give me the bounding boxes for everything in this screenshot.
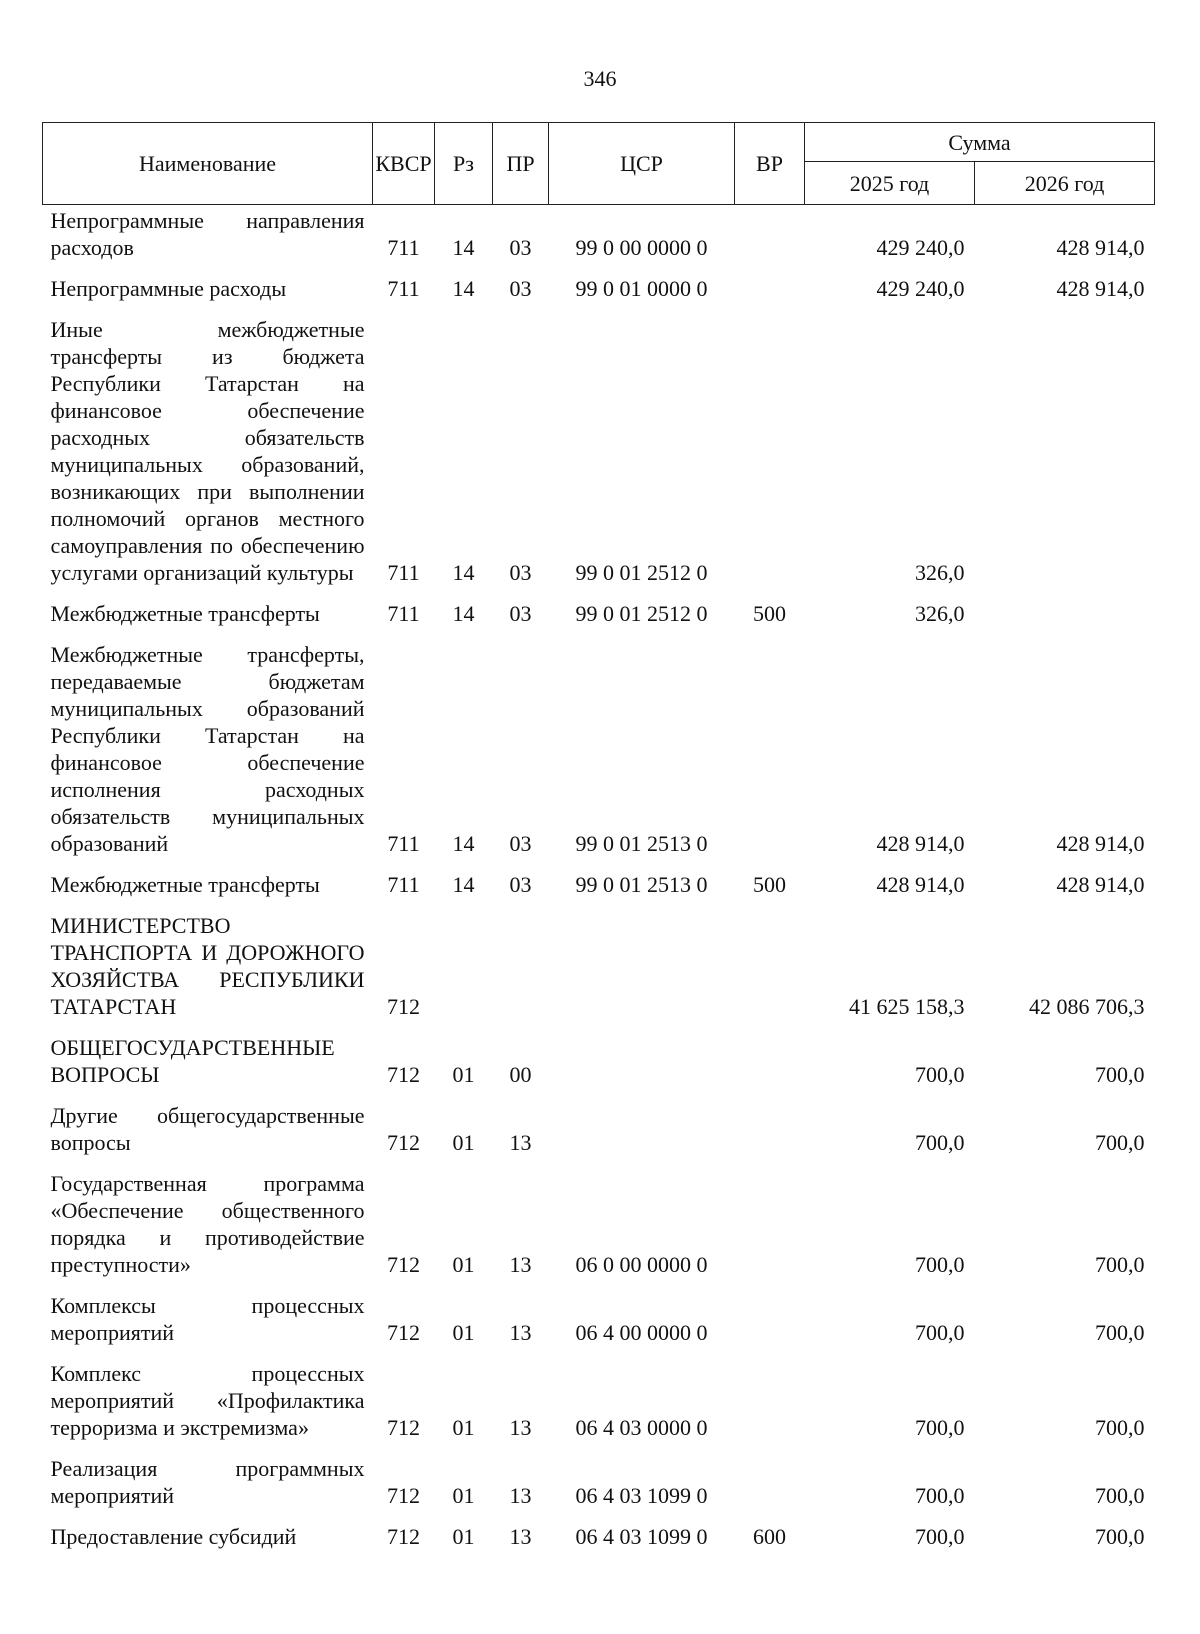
row-amount-2026: 42 086 706,3 bbox=[1029, 994, 1145, 1019]
table-row bbox=[43, 635, 1155, 865]
row-amount-2025: 428 914,0 bbox=[876, 831, 965, 856]
row-rz: 01 bbox=[452, 1483, 475, 1508]
table-row bbox=[43, 1164, 1155, 1286]
header-name: Наименование bbox=[43, 123, 373, 205]
row-name: Иные межбюджетные трансферты из бюджета Республики Татарстан на финансовое обеспечение расходных обязательств муниципальных образований, возникающих при выполнении полномочий органов местного самоуправления по обеспечению услугами организаций культуры bbox=[50, 317, 365, 585]
row-rz: 01 bbox=[452, 1252, 475, 1277]
row-kvsr: 711 bbox=[387, 831, 420, 856]
row-vr: 600 bbox=[753, 1524, 786, 1549]
row-vr bbox=[735, 1164, 805, 1286]
header-csr: ЦСР bbox=[549, 123, 735, 205]
row-amount-2026: 700,0 bbox=[1095, 1415, 1145, 1440]
row-rz: 14 bbox=[452, 831, 475, 856]
row-vr bbox=[735, 310, 805, 594]
row-amount-2025: 326,0 bbox=[915, 601, 965, 626]
row-name: Межбюджетные трансферты bbox=[50, 872, 320, 897]
row-name: Межбюджетные трансферты bbox=[50, 601, 320, 626]
row-rz: 01 bbox=[452, 1415, 475, 1440]
budget-table bbox=[42, 122, 1155, 1558]
row-amount-2025: 700,0 bbox=[915, 1252, 965, 1277]
row-pr: 03 bbox=[509, 872, 532, 897]
row-csr: 99 0 01 2513 0 bbox=[575, 831, 708, 856]
row-name: Реализация программных мероприятий bbox=[50, 1456, 365, 1508]
row-name: Государственная программа «Обеспечение общественного порядка и противодействие преступности» bbox=[50, 1171, 365, 1277]
row-pr: 13 bbox=[509, 1130, 532, 1155]
row-csr: 99 0 01 0000 0 bbox=[575, 276, 708, 301]
row-csr: 06 4 03 0000 0 bbox=[575, 1415, 708, 1440]
row-amount-2026: 700,0 bbox=[1095, 1483, 1145, 1508]
table-header bbox=[43, 123, 1155, 205]
row-csr: 06 4 00 0000 0 bbox=[575, 1320, 708, 1345]
row-amount-2026 bbox=[975, 310, 1155, 594]
row-csr bbox=[549, 1096, 735, 1164]
header-vr: ВР bbox=[735, 123, 805, 205]
row-name: МИНИСТЕРСТВО ТРАНСПОРТА И ДОРОЖНОГО ХОЗЯЙСТВА РЕСПУБЛИКИ ТАТАРСТАН bbox=[50, 913, 365, 1019]
row-amount-2025: 700,0 bbox=[915, 1483, 965, 1508]
row-pr: 03 bbox=[509, 276, 532, 301]
row-amount-2026: 428 914,0 bbox=[1056, 831, 1145, 856]
table-row bbox=[43, 1354, 1155, 1449]
row-kvsr: 712 bbox=[387, 1415, 420, 1440]
row-pr: 13 bbox=[509, 1524, 532, 1549]
row-kvsr: 712 bbox=[387, 1252, 420, 1277]
row-kvsr: 712 bbox=[387, 1320, 420, 1345]
row-amount-2025: 429 240,0 bbox=[876, 276, 965, 301]
header-sum: Сумма bbox=[805, 123, 1155, 162]
row-amount-2025: 700,0 bbox=[915, 1320, 965, 1345]
row-rz: 01 bbox=[452, 1130, 475, 1155]
row-amount-2025: 700,0 bbox=[915, 1415, 965, 1440]
row-pr: 03 bbox=[509, 235, 532, 260]
row-vr bbox=[735, 1286, 805, 1354]
row-amount-2025: 326,0 bbox=[915, 560, 965, 585]
row-pr: 13 bbox=[509, 1483, 532, 1508]
row-name: Межбюджетные трансферты, передаваемые бюджетам муниципальных образований Республики Татарстан на финансовое обеспечение исполнения расходных обязательств муниципальных образований bbox=[50, 642, 365, 856]
row-amount-2026: 428 914,0 bbox=[1056, 872, 1145, 897]
row-amount-2026: 700,0 bbox=[1095, 1062, 1145, 1087]
row-name: Непрограммные расходы bbox=[50, 276, 287, 301]
row-vr bbox=[735, 269, 805, 310]
row-vr bbox=[735, 1449, 805, 1517]
page-number: 346 bbox=[583, 66, 617, 91]
row-amount-2025: 429 240,0 bbox=[876, 235, 965, 260]
row-kvsr: 712 bbox=[387, 994, 420, 1019]
table-row bbox=[43, 1096, 1155, 1164]
row-pr: 03 bbox=[509, 601, 532, 626]
row-csr: 06 4 03 1099 0 bbox=[575, 1483, 708, 1508]
row-pr: 03 bbox=[509, 831, 532, 856]
row-pr: 00 bbox=[509, 1062, 532, 1087]
row-kvsr: 711 bbox=[387, 276, 420, 301]
table-row bbox=[43, 594, 1155, 635]
row-kvsr: 711 bbox=[387, 560, 420, 585]
table-row bbox=[43, 865, 1155, 906]
row-rz: 14 bbox=[452, 601, 475, 626]
row-csr: 99 0 01 2512 0 bbox=[575, 560, 708, 585]
row-csr bbox=[549, 906, 735, 1028]
header-rz: Рз bbox=[435, 123, 493, 205]
row-amount-2025: 428 914,0 bbox=[876, 872, 965, 897]
row-vr bbox=[735, 906, 805, 1028]
header-2026: 2026 год bbox=[975, 162, 1155, 205]
row-amount-2026: 700,0 bbox=[1095, 1130, 1145, 1155]
row-rz: 14 bbox=[452, 235, 475, 260]
row-kvsr: 711 bbox=[387, 872, 420, 897]
row-pr: 03 bbox=[509, 560, 532, 585]
row-rz: 14 bbox=[452, 560, 475, 585]
row-pr: 13 bbox=[509, 1252, 532, 1277]
row-amount-2025: 700,0 bbox=[915, 1062, 965, 1087]
row-name: Другие общегосударственные вопросы bbox=[50, 1103, 365, 1155]
table-row bbox=[43, 1449, 1155, 1517]
row-amount-2026: 700,0 bbox=[1095, 1320, 1145, 1345]
table-body bbox=[43, 205, 1155, 1559]
row-amount-2026: 428 914,0 bbox=[1056, 276, 1145, 301]
row-name: ОБЩЕГОСУДАРСТВЕННЫЕ ВОПРОСЫ bbox=[50, 1035, 335, 1087]
header-2025: 2025 год bbox=[805, 162, 975, 205]
row-vr bbox=[735, 1028, 805, 1096]
row-amount-2025: 700,0 bbox=[915, 1524, 965, 1549]
row-vr: 500 bbox=[753, 872, 786, 897]
row-name: Комплексы процессных мероприятий bbox=[50, 1293, 365, 1345]
row-kvsr: 712 bbox=[387, 1524, 420, 1549]
row-amount-2026: 700,0 bbox=[1095, 1524, 1145, 1549]
row-vr: 500 bbox=[753, 601, 786, 626]
row-rz: 01 bbox=[452, 1320, 475, 1345]
row-kvsr: 712 bbox=[387, 1483, 420, 1508]
row-rz: 01 bbox=[452, 1524, 475, 1549]
row-amount-2025: 700,0 bbox=[915, 1130, 965, 1155]
row-kvsr: 712 bbox=[387, 1062, 420, 1087]
row-rz: 14 bbox=[452, 276, 475, 301]
header-pr: ПР bbox=[493, 123, 549, 205]
row-rz: 01 bbox=[452, 1062, 475, 1087]
row-vr bbox=[735, 635, 805, 865]
row-name: Предоставление субсидий bbox=[50, 1524, 297, 1549]
table-row bbox=[43, 1286, 1155, 1354]
header-kvsr: КВСР bbox=[373, 123, 435, 205]
row-name: Непрограммные направления расходов bbox=[50, 208, 365, 260]
table-row bbox=[43, 906, 1155, 1028]
row-name: Комплекс процессных мероприятий «Профилактика терроризма и экстремизма» bbox=[50, 1361, 365, 1440]
row-vr bbox=[735, 1096, 805, 1164]
row-amount-2026 bbox=[975, 594, 1155, 635]
row-kvsr: 711 bbox=[387, 235, 420, 260]
table-row bbox=[43, 205, 1155, 270]
row-vr bbox=[735, 205, 805, 270]
row-vr bbox=[735, 1354, 805, 1449]
row-csr: 99 0 01 2513 0 bbox=[575, 872, 708, 897]
row-amount-2026: 700,0 bbox=[1095, 1252, 1145, 1277]
row-csr: 06 4 03 1099 0 bbox=[575, 1524, 708, 1549]
row-rz: 14 bbox=[452, 872, 475, 897]
table-row bbox=[43, 310, 1155, 594]
row-csr: 06 0 00 0000 0 bbox=[575, 1252, 708, 1277]
row-amount-2025: 41 625 158,3 bbox=[849, 994, 965, 1019]
row-csr bbox=[549, 1028, 735, 1096]
table-row bbox=[43, 1517, 1155, 1558]
row-amount-2026: 428 914,0 bbox=[1056, 235, 1145, 260]
row-csr: 99 0 01 2512 0 bbox=[575, 601, 708, 626]
row-rz bbox=[435, 906, 493, 1028]
row-pr bbox=[493, 906, 549, 1028]
row-pr: 13 bbox=[509, 1320, 532, 1345]
row-kvsr: 711 bbox=[387, 601, 420, 626]
row-csr: 99 0 00 0000 0 bbox=[575, 235, 708, 260]
table-row bbox=[43, 1028, 1155, 1096]
table-row bbox=[43, 269, 1155, 310]
row-kvsr: 712 bbox=[387, 1130, 420, 1155]
row-pr: 13 bbox=[509, 1415, 532, 1440]
